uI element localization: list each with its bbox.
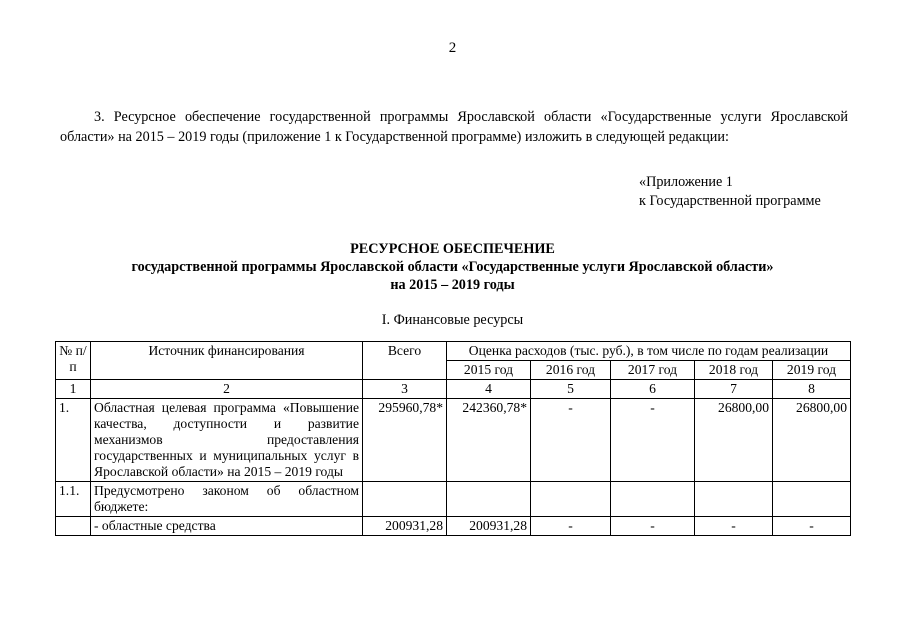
table-row — [56, 517, 851, 536]
header-year: 2016 год — [531, 361, 611, 380]
row-value — [695, 482, 773, 517]
column-number: 7 — [695, 380, 773, 399]
heading-line-2: государственной программы Ярославской области «Государственные услуги Ярославской области» — [131, 259, 774, 275]
row-source: Областная целевая программа «Повышение качества, доступности и развитие механизмов предоставления государственных и муниципальных услуг в Ярославской области» на 2015 – 2019 годы — [91, 399, 363, 482]
table-row — [56, 482, 851, 517]
row-source: - областные средства — [91, 517, 363, 536]
row-value: - — [611, 517, 695, 536]
intro-paragraph: 3. Ресурсное обеспечение государственной программы Ярославской области «Государственные услуги Ярославской области» на 2015 – 2019 годы (приложение 1 к Государственной программе) изложить в следующей редакции: — [60, 109, 848, 145]
row-total: 295960,78* — [363, 399, 447, 482]
page-number: 2 — [448, 40, 457, 56]
column-number: 2 — [91, 380, 363, 399]
heading-line-1: РЕСУРСНОЕ ОБЕСПЕЧЕНИЕ — [350, 241, 555, 257]
row-value: - — [531, 399, 611, 482]
column-number: 1 — [56, 380, 91, 399]
header-estimate: Оценка расходов (тыс. руб.), в том числе по годам реализации — [447, 342, 851, 361]
row-num — [56, 517, 91, 536]
appendix-line-2: к Государственной программе — [639, 193, 821, 209]
column-number: 3 — [363, 380, 447, 399]
row-value: - — [773, 517, 851, 536]
column-number: 4 — [447, 380, 531, 399]
header-year: 2015 год — [447, 361, 531, 380]
row-value — [531, 482, 611, 517]
row-num: 1. — [56, 399, 91, 482]
header-total: Всего — [363, 342, 447, 380]
table-row — [56, 399, 851, 482]
row-total: 200931,28 — [363, 517, 447, 536]
row-total — [363, 482, 447, 517]
row-value — [447, 482, 531, 517]
row-source: Предусмотрено законом об областном бюджете: — [91, 482, 363, 517]
row-value: 26800,00 — [695, 399, 773, 482]
row-value: 200931,28 — [447, 517, 531, 536]
document-heading — [0, 240, 905, 294]
row-value: - — [611, 399, 695, 482]
heading-line-3: на 2015 – 2019 годы — [390, 277, 515, 293]
header-source: Источник финансирования — [91, 342, 363, 380]
header-year: 2017 год — [611, 361, 695, 380]
column-number: 5 — [531, 380, 611, 399]
row-value: 242360,78* — [447, 399, 531, 482]
table-header-row — [56, 342, 851, 361]
row-value: 26800,00 — [773, 399, 851, 482]
header-num: № п/п — [56, 342, 91, 380]
appendix-reference — [639, 173, 821, 211]
row-value: - — [695, 517, 773, 536]
header-year: 2019 год — [773, 361, 851, 380]
appendix-line-1: «Приложение 1 — [639, 174, 733, 190]
header-year: 2018 год — [695, 361, 773, 380]
section-title: I. Финансовые ресурсы — [381, 312, 524, 328]
row-num: 1.1. — [56, 482, 91, 517]
column-number: 6 — [611, 380, 695, 399]
row-value — [611, 482, 695, 517]
column-number: 8 — [773, 380, 851, 399]
row-value: - — [531, 517, 611, 536]
financial-resources-table — [55, 341, 851, 536]
column-number-row — [56, 380, 851, 399]
row-value — [773, 482, 851, 517]
